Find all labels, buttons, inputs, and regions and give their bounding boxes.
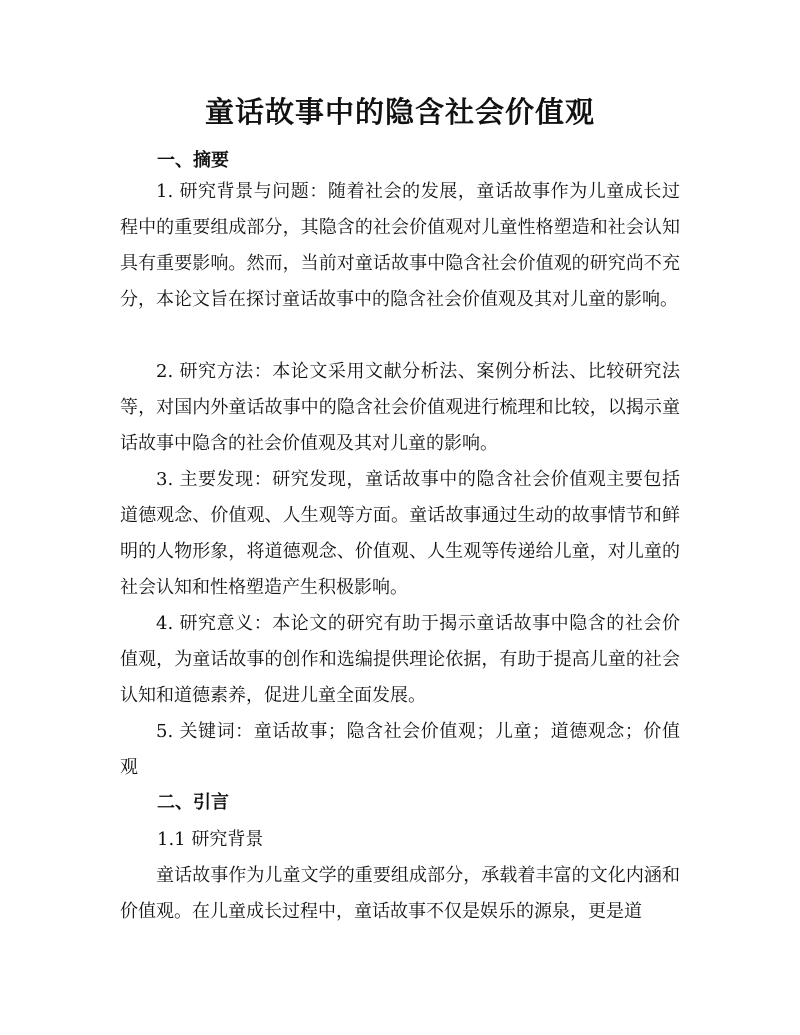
subsection-heading-background: 1.1 研究背景 [157,829,264,850]
section-heading-introduction: 二、引言 [157,792,229,813]
abstract-paragraph-keywords: 5. 关键词：童话故事；隐含社会价值观；儿童；道德观念；价值观 [120,721,680,778]
introduction-paragraph: 童话故事作为儿童文学的重要组成部分，承载着丰富的文化内涵和价值观。在儿童成长过程中，童话故事不仅是娱乐的源泉，更是道 [120,865,680,922]
document-title: 童话故事中的隐含社会价值观 [204,95,595,129]
abstract-paragraph-significance: 4. 研究意义：本论文的研究有助于揭示童话故事中隐含的社会价值观，为童话故事的创作和选编提供理论依据，有助于提高儿童的社会认知和道德素养，促进儿童全面发展。 [120,613,680,706]
abstract-paragraph-background: 1. 研究背景与问题：随着社会的发展，童话故事作为儿童成长过程中的重要组成部分，其隐含的社会价值观对儿童性格塑造和社会认知具有重要影响。然而，当前对童话故事中隐含社会价值观的研究尚不充分，本论文旨在探讨童话故事中的隐含社会价值观及其对儿童的影响。 [120,181,680,310]
abstract-paragraph-findings: 3. 主要发现：研究发现，童话故事中的隐含社会价值观主要包括道德观念、价值观、人生观等方面。童话故事通过生动的故事情节和鲜明的人物形象，将道德观念、价值观、人生观等传递给儿童，对儿童的社会认知和性格塑造产生积极影响。 [120,469,680,598]
abstract-paragraph-method: 2. 研究方法：本论文采用文献分析法、案例分析法、比较研究法等，对国内外童话故事中的隐含社会价值观进行梳理和比较，以揭示童话故事中隐含的社会价值观及其对儿童的影响。 [120,361,680,454]
section-heading-abstract: 一、摘要 [157,150,229,171]
